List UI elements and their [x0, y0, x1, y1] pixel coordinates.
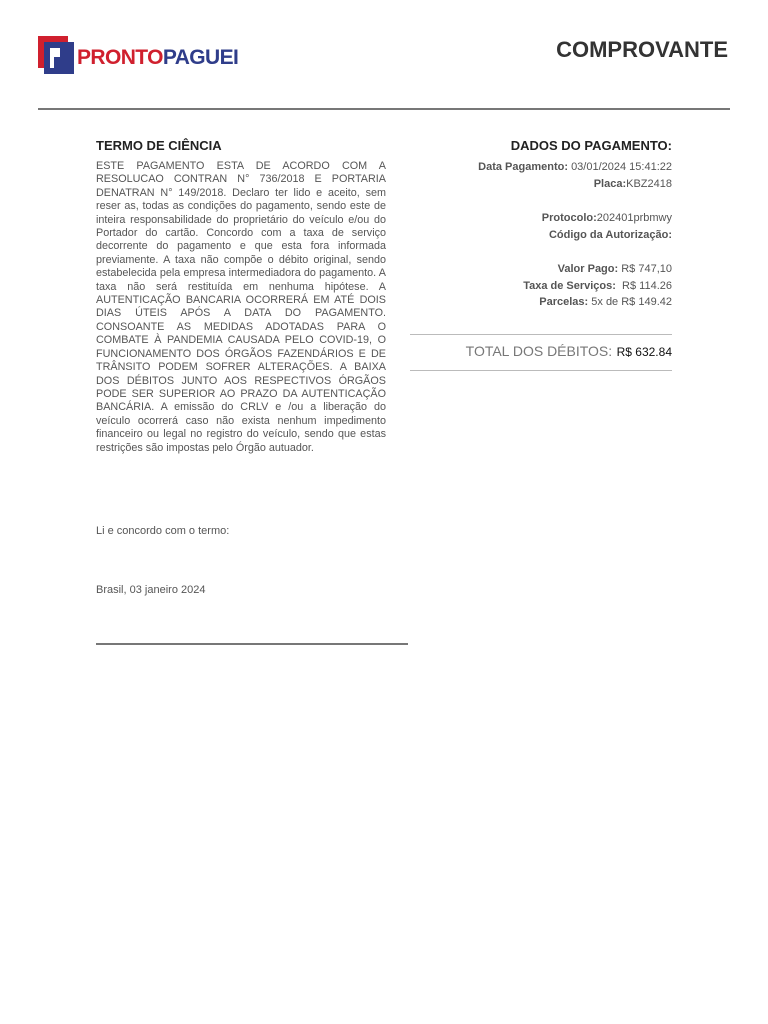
installments-value: 5x de R$ 149.42 — [591, 296, 672, 308]
pronto-paguei-logo-icon — [38, 36, 74, 74]
installments-label: Parcelas: — [539, 296, 589, 308]
total-divider-top — [410, 334, 672, 335]
brand-wordmark-part1: PRONTO — [77, 46, 163, 69]
total-label: TOTAL DOS DÉBITOS: — [465, 343, 613, 359]
payment-date-value: 03/01/2024 15:41:22 — [571, 161, 672, 173]
authorization-row — [410, 227, 672, 244]
paid-value: R$ 747,10 — [621, 263, 672, 275]
protocol-label: Protocolo: — [541, 212, 597, 224]
paid-label: Valor Pago: — [557, 263, 619, 275]
terms-heading: TERMO DE CIÊNCIA — [96, 138, 222, 153]
plate-value: KBZ2418 — [626, 177, 672, 190]
authorization-label: Código da Autorização: — [548, 228, 672, 241]
total-value: R$ 632.84 — [616, 345, 672, 359]
page-title: COMPROVANTE — [556, 37, 728, 62]
total-divider-bottom — [410, 370, 672, 371]
payment-date-label: Data Pagamento: — [478, 161, 568, 173]
service-fee-row — [410, 278, 672, 295]
brand-wordmark-part2: PAGUEI — [162, 46, 239, 69]
service-fee-value: R$ 114.26 — [622, 279, 672, 292]
payment-date-row — [410, 159, 672, 176]
terms-section — [96, 138, 386, 455]
installments-row — [410, 294, 672, 311]
service-fee-label: Taxa de Serviços: — [523, 279, 616, 292]
paid-row — [410, 261, 672, 278]
plate-label: Placa: — [593, 177, 627, 190]
protocol-value: 202401prbmwy — [596, 212, 672, 224]
agree-statement: Li e concordo com o termo: — [96, 525, 230, 537]
payment-details — [410, 138, 672, 311]
terms-body: ESTE PAGAMENTO ESTA DE ACORDO COM A RESOLUCAO CONTRAN N° 736/2018 E PORTARIA DENATRAN N° 149/2018. Declaro ter lido e aceito, sem reser as, todas as condições do pagamento, sendo este de inteira responsabilidade do proprietário do veículo e/ou do Portador do cartão. Concordo com a taxa de serviço decorrente do pagamento e que esta fora informada previamente. A taxa não compõe o débito original, sendo estabelecida pela empresa intermediadora do pagamento. A taxa não será restituída em nenhuma hipótese. A AUTENTICAÇÃO BANCARIA OCORRERÁ EM ATÉ DOIS DIAS ÚTEIS APÓS A DATA DO PAGAMENTO. CONSOANTE AS MEDIDAS ADOTADAS PARA O COMBATE À PANDEMIA CAUSADA PELO COVID-19, O FUNCIONAMENTO DOS ÓRGÃOS FAZENDÁRIOS E DE TRÂNSITO PODEM SOFRER ALTERAÇÕES. A BAIXA DOS DÉBITOS JUNTO AOS RESPECTIVOS ÓRGÃOS PODE SER SUPERIOR AO PRAZO DA AUTENTICAÇÃO BANCÁRIA. A emissão do CRLV e /ou a liberação do veículo ocorrerá caso não exista nenhum impedimento financeiro ou legal no registro do veículo, sendo que estas restrições são impostas pelo Órgão autuador. — [96, 160, 386, 454]
brand-logo — [38, 36, 238, 74]
signature-line — [96, 643, 408, 645]
brand-wordmark — [77, 46, 238, 70]
plate-row — [410, 176, 672, 193]
protocol-row — [410, 210, 672, 227]
place-date: Brasil, 03 janeiro 2024 — [96, 584, 206, 596]
header-divider — [38, 108, 730, 110]
total-row — [410, 343, 672, 361]
payment-heading: DADOS DO PAGAMENTO: — [510, 138, 672, 153]
